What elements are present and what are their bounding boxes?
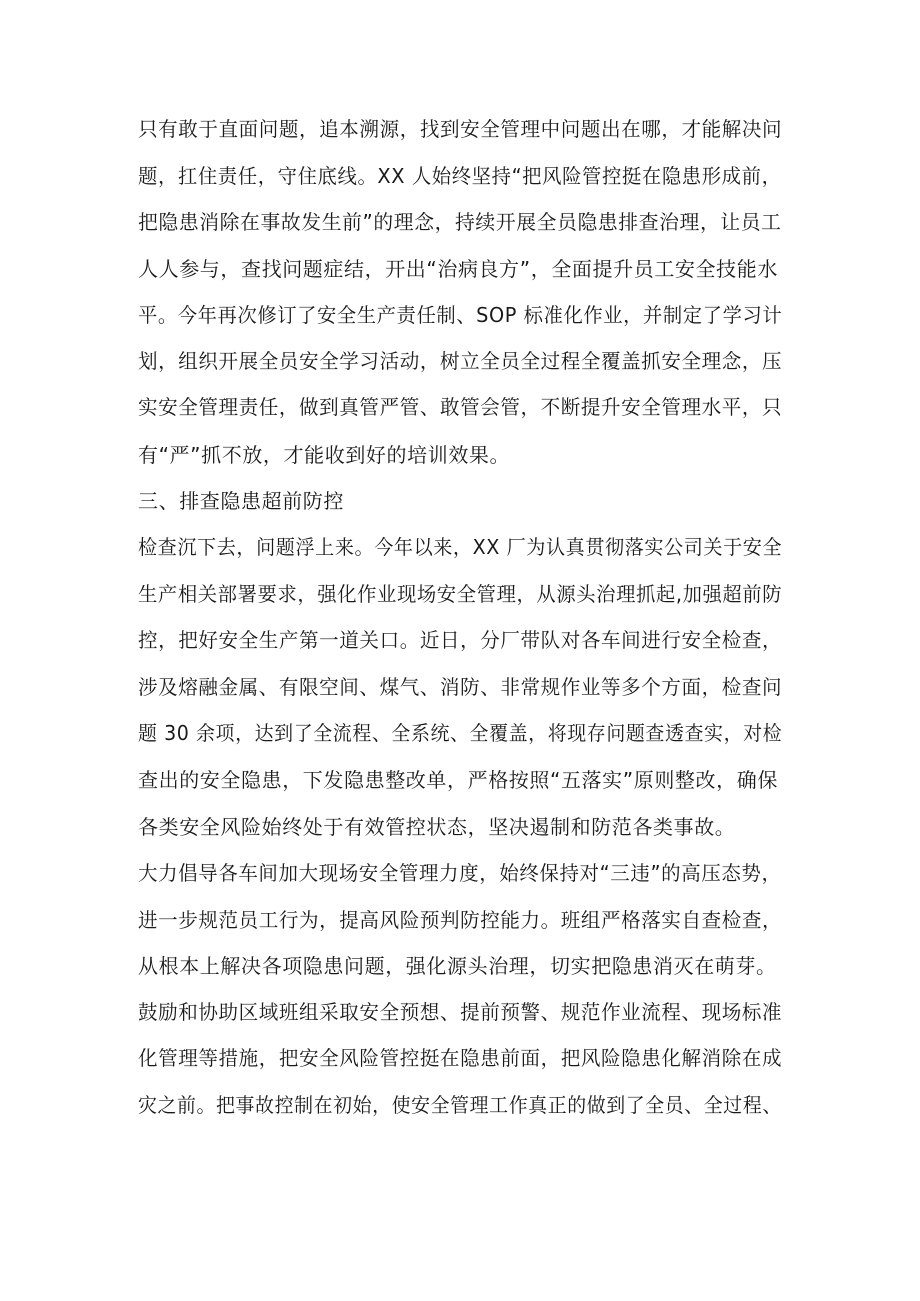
body-text-line: 把隐患消除在事故发生前”的理念，持续开展全员隐患排查治理，让员工	[138, 210, 782, 234]
body-text-line: 实安全管理责任，做到真管严管、敢管会管，不断提升安全管理水平，只	[138, 395, 783, 419]
body-text-line: 查出的安全隐患，下发隐患整改单，严格按照“五落实”原则整改，确保	[138, 768, 778, 792]
body-text-line: 人人参与，查找问题症结，开出“治病良方”，全面提升员工安全技能水	[138, 257, 778, 281]
body-text-line: 平。今年再次修订了安全生产责任制、SOP 标准化作业，并制定了学习计	[138, 303, 783, 327]
body-text-line: 划，组织开展全员安全学习活动，树立全员全过程全覆盖抓安全理念，压	[138, 349, 783, 373]
body-text-line: 化管理等措施，把安全风险管控挺在隐患前面，把风险隐患化解消除在成	[138, 1046, 783, 1070]
body-text-line: 控，把好安全生产第一道关口。近日，分厂带队对各车间进行安全检查，	[138, 628, 783, 652]
body-text-line: 各类安全风险始终处于有效管控状态，坚决遏制和防范各类事故。	[138, 815, 736, 839]
body-text-line: 题，扛住责任，守住底线。XX 人始终坚持“把风险管控挺在隐患形成前，	[138, 164, 782, 188]
body-text-line: 只有敢于直面问题，追本溯源，找到安全管理中问题出在哪，才能解决问	[138, 117, 783, 141]
section-heading: 三、排查隐患超前防控	[138, 489, 344, 513]
body-text-line: 灾之前。把事故控制在初始，使安全管理工作真正的做到了全员、全过程、	[138, 1093, 782, 1117]
body-text-line: 涉及熔融金属、有限空间、煤气、消防、非常规作业等多个方面，检查问	[138, 675, 783, 699]
body-text-line: 进一步规范员工行为，提高风险预判防控能力。班组严格落实自查检查，	[138, 908, 783, 932]
body-text-line: 有“严”抓不放，才能收到好的培训效果。	[138, 443, 511, 467]
body-text-line: 从根本上解决各项隐患问题，强化源头治理，切实把隐患消灭在萌芽。	[138, 954, 777, 978]
body-text-line: 大力倡导各车间加大现场安全管理力度，始终保持对“三违”的高压态势，	[138, 861, 782, 885]
body-text-line: 鼓励和协助区域班组采取安全预想、提前预警、规范作业流程、现场标准	[138, 1000, 783, 1024]
body-text-line: 题 30 余项，达到了全流程、全系统、全覆盖，将现存问题查透查实，对检	[138, 721, 783, 745]
body-text-line: 检查沉下去，问题浮上来。今年以来，XX 厂为认真贯彻落实公司关于安全	[138, 535, 783, 559]
body-text-line: 生产相关部署要求，强化作业现场安全管理，从源头治理抓起,加强超前防	[138, 582, 783, 606]
